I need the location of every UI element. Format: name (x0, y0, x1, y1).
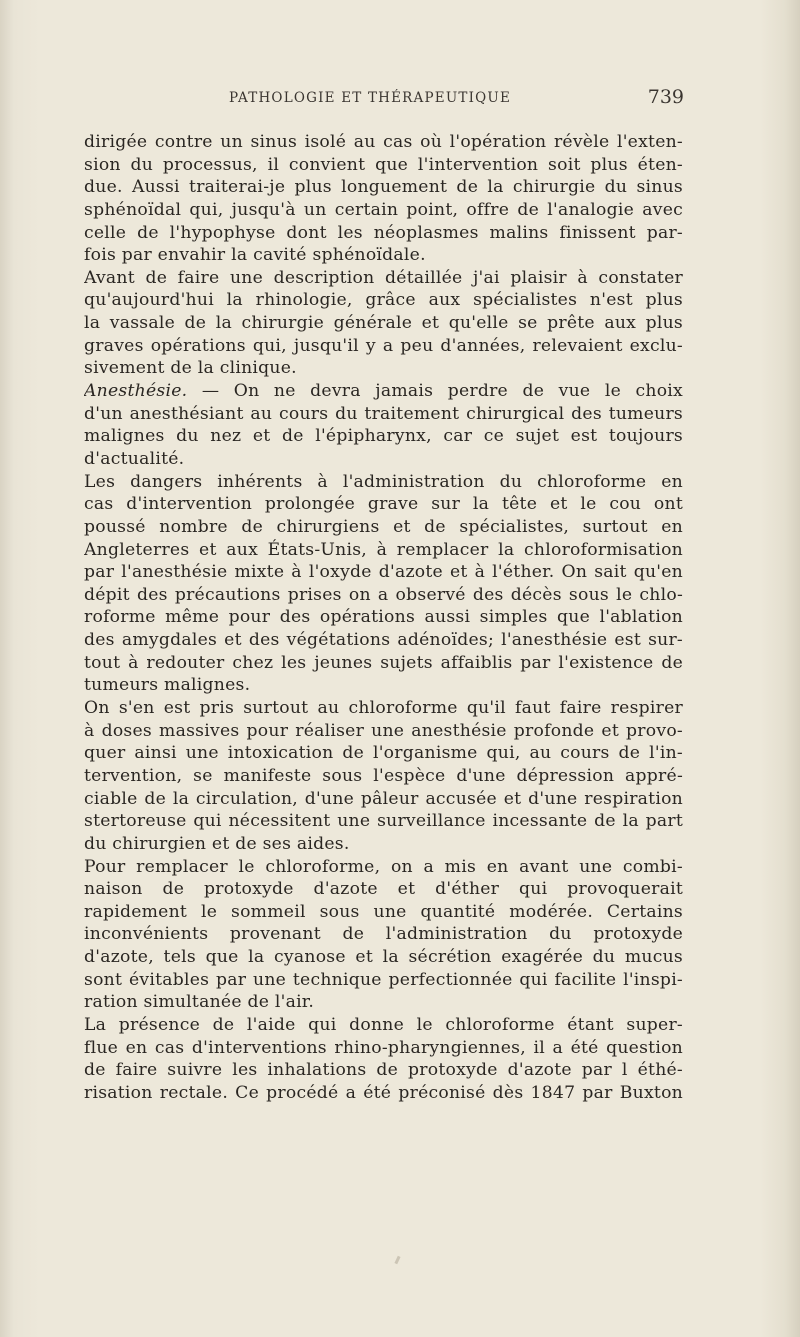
text-line: ration simultanée de l'air. (84, 992, 315, 1013)
line-text: — On ne devra jamais perdre de vue le choix (201, 381, 683, 402)
page-number: 739 (647, 86, 684, 108)
text-line: de faire suivre les inhalations de protoxyde d'azote par l éthé- (84, 1060, 683, 1081)
text-line: malignes du nez et de l'épipharynx, car ce sujet est toujours (84, 426, 683, 447)
text-line: naison de protoxyde d'azote et d'éther qui provoquerait (84, 879, 683, 900)
text-line: celle de l'hypophyse dont les néoplasmes malins finissent par- (84, 222, 683, 243)
text-line (84, 380, 683, 403)
text-line: d'actualité. (84, 448, 185, 469)
text-line: inconvénients provenant de l'administration du protoxyde (84, 924, 683, 945)
text-line: rapidement le sommeil sous une quantité modérée. Certains (84, 901, 683, 922)
text-line: poussé nombre de chirurgiens et de spécialistes, surtout en (84, 516, 683, 537)
section-heading: Anesthésie. (84, 381, 188, 402)
text-line: sphénoïdal qui, jusqu'à un certain point, offre de l'analogie avec (84, 199, 683, 220)
text-line: sont évitables par une technique perfectionnée qui facilite l'inspi- (84, 969, 683, 990)
text-line: d'un anesthésiant au cours du traitement chirurgical des tumeurs (84, 403, 683, 424)
text-line: du chirurgien et de ses aides. (84, 833, 350, 854)
text-line: des amygdales et des végétations adénoïdes; l'anesthésie est sur- (84, 630, 683, 651)
text-line: ciable de la circulation, d'une pâleur accusée et d'une respiration (84, 788, 683, 809)
text-line: fois par envahir la cavité sphénoïdale. (84, 245, 426, 266)
paper-speck (394, 1256, 400, 1265)
text-line: la vassale de la chirurgie générale et qu'elle se prête aux plus (84, 313, 683, 334)
text-line: par l'anesthésie mixte à l'oxyde d'azote et à l'éther. On sait qu'en (84, 562, 683, 583)
text-line: quer ainsi une intoxication de l'organisme qui, au cours de l'in- (84, 743, 683, 764)
text-line: dirigée contre un sinus isolé au cas où l'opération révèle l'exten- (84, 132, 683, 152)
text-line: tout à redouter chez les jeunes sujets affaiblis par l'existence de (84, 652, 683, 673)
text-line: On s'en est pris surtout au chloroforme qu'il faut faire respirer (84, 698, 683, 719)
text-line: Avant de faire une description détaillée j'ai plaisir à constater (84, 267, 683, 288)
text-line: roforme même pour des opérations aussi simples que l'ablation (84, 607, 683, 628)
text-line: Pour remplacer le chloroforme, on a mis en avant une combi- (84, 856, 683, 877)
text-line: tumeurs malignes. (84, 675, 251, 696)
text-line: graves opérations qui, jusqu'il y a peu d'années, relevaient exclu- (84, 335, 683, 356)
text-line: dépit des précautions prises on a observé des décès sous le chlo- (84, 584, 683, 605)
body-text (84, 131, 683, 1105)
text-line: qu'aujourd'hui la rhinologie, grâce aux spécialistes n'est plus (84, 290, 683, 311)
text-line: à doses massives pour réaliser une anesthésie profonde et provo- (84, 720, 683, 741)
text-line: due. Aussi traiterai-je plus longuement de la chirurgie du sinus (84, 177, 683, 198)
text-line: d'azote, tels que la cyanose et la sécrétion exagérée du mucus (84, 947, 683, 968)
text-line: sion du processus, il convient que l'intervention soit plus éten- (84, 154, 683, 175)
text-line: stertoreuse qui nécessitent une surveillance incessante de la part (84, 811, 683, 832)
text-line: flue en cas d'interventions rhino-pharyngiennes, il a été question (84, 1037, 683, 1058)
running-title: PATHOLOGIE ET THÉRAPEUTIQUE (229, 90, 512, 106)
running-head (84, 86, 684, 114)
text-line: cas d'intervention prolongée grave sur la tête et le cou ont (84, 494, 683, 515)
text-line: sivement de la clinique. (84, 358, 297, 379)
text-line: Les dangers inhérents à l'administration du chloroforme en (84, 471, 683, 492)
text-line: La présence de l'aide qui donne le chloroforme étant super- (84, 1014, 683, 1035)
text-line: tervention, se manifeste sous l'espèce d'une dépression appré- (84, 765, 683, 786)
text-line: risation rectale. Ce procédé a été préconisé dès 1847 par Buxton (84, 1082, 683, 1103)
text-line: Angleterres et aux États-Unis, à remplacer la chloroformisation (84, 539, 683, 560)
